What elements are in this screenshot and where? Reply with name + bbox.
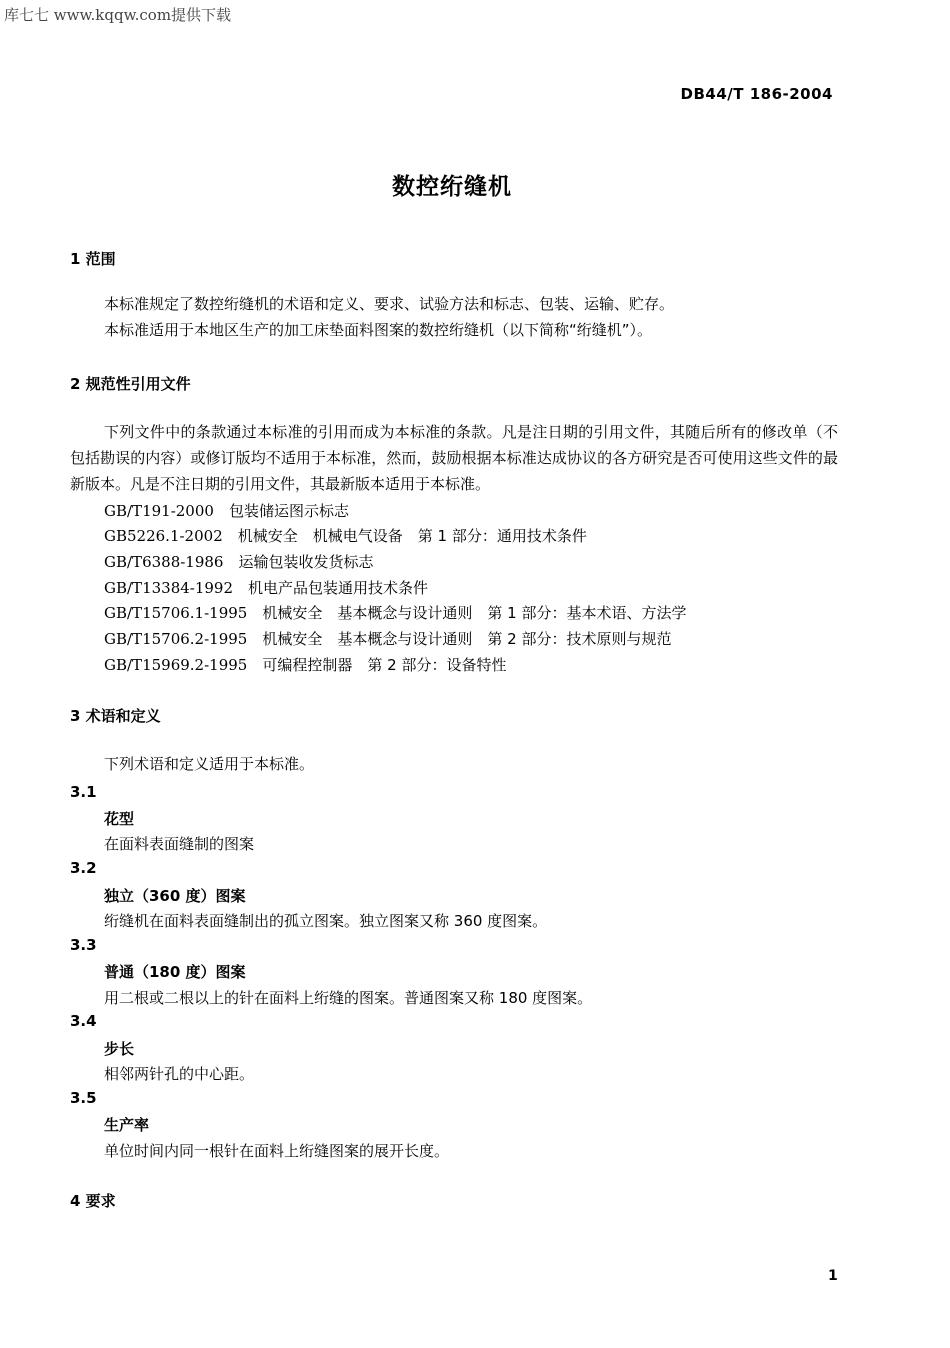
reference-code: GB/T13384-1992 [104,579,234,597]
section-2-intro: 下列文件中的条款通过本标准的引用而成为本标准的条款。凡是注日期的引用文件，其随后所有的修改单（不包括勘误的内容）或修订版均不适用于本标准，然而，鼓励根据本标准达成协议的各方研究是否可使用这些文件的最新版本。凡是不注日期的引用文件，其最新版本适用于本标准。 [70,423,838,493]
term-number: 3.4 [70,1012,97,1030]
reference-code: GB/T191-2000 [104,502,214,520]
term-definition: 用二根或二根以上的针在面料上绗缝的图案。普通图案又称 180 度图案。 [104,989,593,1007]
term-number: 3.1 [70,783,97,801]
reference-code: GB/T15969.2-1995 [104,656,248,674]
reference-title: 机械安全 机械电气设备 第 1 部分：通用技术条件 [237,527,587,545]
reference-title: 机电产品包装通用技术条件 [248,579,429,597]
section-1-line-1: 本标准规定了数控绗缝机的术语和定义、要求、试验方法和标志、包装、运输、贮存。 [104,295,675,313]
reference-title: 机械安全 基本概念与设计通则 第 2 部分：技术原则与规范 [262,630,672,648]
reference-code: GB/T6388-1986 [104,553,224,571]
reference-code: GB5226.1-2002 [104,527,223,545]
reference-title: 运输包装收发货标志 [238,553,374,571]
term-name: 步长 [104,1040,135,1058]
term-name: 花型 [104,810,135,828]
section-4-heading: 4 要求 [70,1192,116,1210]
reference-item [104,551,374,572]
reference-item [104,628,671,649]
page-number: 1 [828,1268,838,1284]
term-number: 3.5 [70,1089,97,1107]
term-name: 普通（180 度）图案 [104,963,246,981]
reference-item [104,500,349,521]
reference-title: 可编程控制器 第 2 部分：设备特性 [262,656,507,674]
watermark: 库七七 www.kqqw.com提供下载 [4,6,232,24]
term-name: 生产率 [104,1116,150,1134]
reference-title: 机械安全 基本概念与设计通则 第 1 部分：基本术语、方法学 [262,604,687,622]
term-name: 独立（360 度）图案 [104,887,246,905]
reference-code: GB/T15706.2-1995 [104,630,248,648]
term-definition: 绗缝机在面料表面缝制出的孤立图案。独立图案又称 360 度图案。 [104,912,548,930]
standard-code: DB44/T 186-2004 [680,85,833,103]
reference-item [104,602,686,623]
section-3-heading: 3 术语和定义 [70,707,161,725]
reference-item [104,525,587,546]
reference-item [104,577,428,598]
document-title: 数控绗缝机 [392,174,512,200]
section-1-line-2: 本标准适用于本地区生产的加工床垫面料图案的数控绗缝机（以下简称“绗缝机”）。 [104,321,653,339]
reference-item [104,654,506,675]
term-definition: 单位时间内同一根针在面料上绗缝图案的展开长度。 [104,1142,450,1160]
term-definition: 相邻两针孔的中心距。 [104,1065,255,1083]
reference-code: GB/T15706.1-1995 [104,604,248,622]
reference-title: 包装储运图示标志 [228,502,349,520]
section-3-intro: 下列术语和定义适用于本标准。 [104,755,315,773]
term-number: 3.3 [70,936,97,954]
term-definition: 在面料表面缝制的图案 [104,835,255,853]
term-number: 3.2 [70,859,97,877]
section-1-heading: 1 范围 [70,250,116,268]
section-2-heading: 2 规范性引用文件 [70,375,191,393]
